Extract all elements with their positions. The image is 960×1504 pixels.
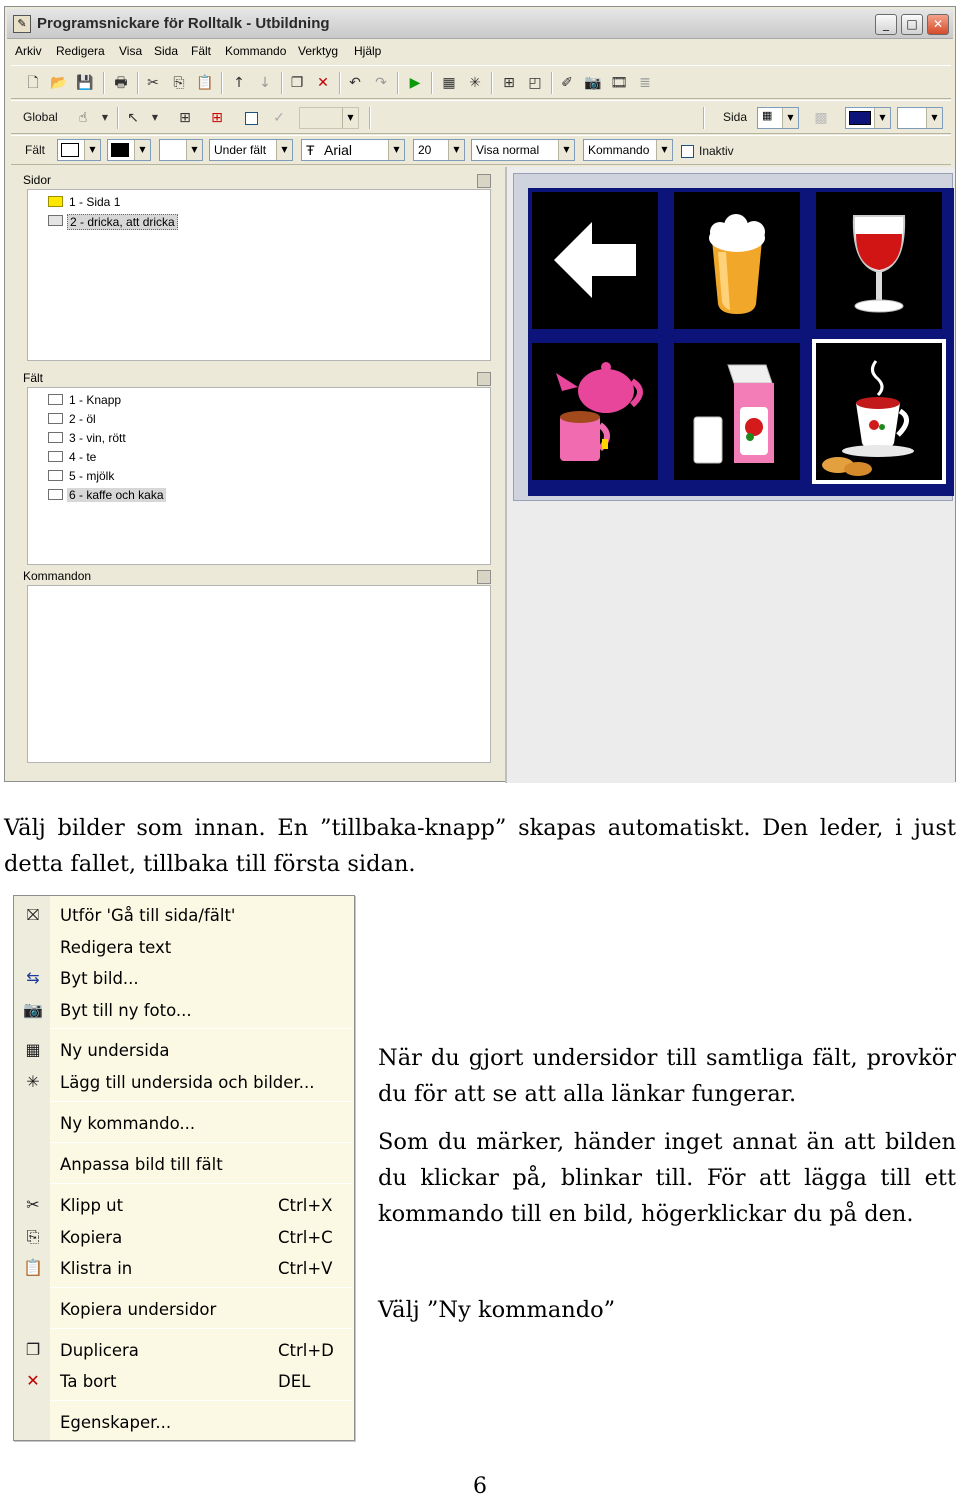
tree-item-label: 5 - mjölk: [69, 469, 115, 483]
teapot-and-mug-icon: [532, 343, 658, 480]
menu-item-delete[interactable]: [14, 1366, 354, 1396]
menu-item-new-subpage[interactable]: [14, 1035, 354, 1065]
menu-separator: [50, 1028, 352, 1029]
left-pane: [21, 167, 491, 767]
menu-item-add-subpage[interactable]: [14, 1067, 354, 1097]
chevron-down-icon: ▼: [874, 108, 890, 128]
font-size-combo[interactable]: [413, 139, 465, 161]
menu-item-label: Duplicera: [60, 1341, 139, 1360]
panel-resize-handle[interactable]: [477, 372, 491, 386]
print-icon[interactable]: 🖶: [114, 75, 128, 91]
chevron-down-icon: ▼: [558, 140, 574, 160]
paragraph-intro: Välj bilder som innan. En ”tillbaka-knapp” skapas automatiskt. Den leder, i just detta fallet, tillbaka till första sidan.: [4, 815, 956, 877]
chevron-down-icon: ▼: [134, 140, 150, 160]
tree-item-label: 2 - dricka, att dricka: [67, 214, 178, 230]
kommandon-panel-header: [21, 567, 491, 585]
menu-item-label: Ny kommando...: [60, 1114, 196, 1133]
menu-separator: [50, 1400, 352, 1401]
text-position-value: Under fält: [214, 143, 267, 157]
tree-item-label: 6 - kaffe och kaka: [69, 488, 164, 502]
standard-toolbar: [11, 65, 951, 99]
font-name-value: Arial: [324, 142, 353, 158]
display-mode-value: Visa normal: [476, 143, 540, 157]
milk-carton-icon: [674, 343, 800, 480]
new-field-icon[interactable]: ◰: [528, 75, 542, 91]
kommandon-list[interactable]: [27, 585, 491, 763]
grid-cell-mjolk[interactable]: [674, 343, 800, 480]
red-wine-glass-icon: [816, 192, 942, 329]
menu-item-label: Lägg till undersida och bilder...: [60, 1073, 315, 1092]
panel-resize-handle[interactable]: [477, 174, 491, 188]
menu-item-label: Klipp ut: [60, 1196, 124, 1215]
inactive-label: Inaktiv: [699, 144, 734, 158]
command-mode-value: Kommando: [588, 143, 650, 157]
app-icon: ✎: [13, 15, 31, 33]
chevron-down-icon: ▼: [342, 108, 358, 128]
page-color-swatch: [849, 111, 871, 125]
menu-item-copy-subpages[interactable]: [14, 1294, 354, 1324]
menu-item-edit-text[interactable]: [14, 932, 354, 962]
menu-item-label: Kopiera: [60, 1228, 123, 1247]
menu-item-swap-image[interactable]: [14, 963, 354, 993]
undo-icon[interactable]: ↶: [349, 75, 361, 91]
run-icon[interactable]: ▶: [409, 75, 421, 91]
menu-item-paste[interactable]: [14, 1253, 354, 1283]
menu-item-duplicate[interactable]: [14, 1335, 354, 1365]
tree-item-label: 3 - vin, rött: [69, 431, 126, 445]
copy-icon[interactable]: ⎘: [173, 75, 185, 91]
paste-icon: 📋: [23, 1258, 43, 1277]
kommandon-panel-title: Kommandon: [23, 569, 92, 583]
page-frame: [513, 173, 953, 501]
field-icon: [48, 489, 63, 500]
menu-item-label: Egenskaper...: [60, 1413, 172, 1432]
check-tool-icon[interactable]: ✓: [273, 110, 285, 126]
menu-redigera[interactable]: Redigera: [56, 44, 105, 58]
falt-label: Fält: [25, 143, 46, 157]
menu-hjalp[interactable]: Hjälp: [354, 44, 382, 58]
new-page-icon[interactable]: ⊞: [503, 75, 515, 91]
menu-separator: [50, 1101, 352, 1102]
page-icon: [48, 196, 63, 207]
swap-image-icon: ⇆: [26, 968, 40, 987]
chevron-down-icon: ▼: [782, 108, 798, 128]
sidor-tree[interactable]: [27, 189, 491, 361]
menu-item-shortcut: Ctrl+V: [278, 1259, 333, 1278]
page-layout-icon: ▦: [762, 110, 773, 122]
list-icon[interactable]: ≣: [639, 75, 651, 91]
new-file-icon[interactable]: 🗋: [27, 75, 39, 91]
menu-separator: [50, 1142, 352, 1143]
paragraph-test-run: När du gjort undersidor till samtliga fält, provkör du för att se att alla länkar fungerar.: [378, 1045, 956, 1107]
border-swatch: [61, 143, 79, 157]
save-icon[interactable]: 💾: [76, 75, 94, 91]
grid-cell-kaffe[interactable]: [812, 339, 946, 484]
grid-cell-ol[interactable]: [674, 192, 800, 329]
sidor-panel-title: Sidor: [23, 173, 52, 187]
move-down-icon[interactable]: ↓: [259, 75, 271, 91]
falt-panel-header: [21, 369, 491, 387]
display-mode-combo[interactable]: [471, 139, 575, 161]
menu-item-label: Byt till ny foto...: [60, 1001, 192, 1020]
redo-icon[interactable]: ↷: [375, 75, 387, 91]
sida-label: Sida: [723, 110, 748, 124]
menu-separator: [50, 1287, 352, 1288]
title-bar[interactable]: [7, 9, 953, 39]
grid-color-icon[interactable]: ⊞: [211, 110, 223, 126]
camera-icon: 📷: [23, 1000, 43, 1019]
field-icon: [48, 451, 63, 462]
sidor-panel-header: [21, 171, 491, 189]
maximize-button[interactable]: □: [901, 14, 923, 35]
move-up-icon[interactable]: ↑: [233, 75, 245, 91]
text-position-combo[interactable]: [209, 139, 293, 161]
layout-toolbar: [11, 100, 951, 134]
menu-item-goto[interactable]: [14, 900, 354, 930]
duplicate-icon[interactable]: ❐: [290, 75, 304, 91]
font-size-value: 20: [418, 143, 432, 157]
chevron-down-icon[interactable]: ▼: [151, 113, 159, 122]
menu-kommando[interactable]: Kommando: [225, 44, 287, 58]
menu-item-shortcut: Ctrl+D: [278, 1341, 334, 1360]
new-subpage-icon[interactable]: ▦: [442, 75, 456, 91]
menu-item-label: Utför 'Gå till sida/fält': [60, 906, 236, 925]
chevron-down-icon: ▼: [84, 140, 100, 160]
field-border-combo[interactable]: [57, 139, 101, 161]
add-subpage-icon[interactable]: ✳: [469, 75, 481, 91]
chevron-down-icon: ▼: [926, 108, 942, 128]
menu-item-shortcut: DEL: [278, 1372, 311, 1391]
coffee-cup-and-biscuits-icon: [816, 343, 942, 480]
field-toolbar: [11, 135, 951, 165]
symbol-grid: [528, 188, 954, 496]
tree-item-label: 2 - öl: [69, 412, 96, 426]
paragraph-choose-new-command: Välj ”Ny kommando”: [378, 1297, 616, 1323]
menu-item-cut[interactable]: [14, 1190, 354, 1220]
paragraph-add-command: Som du märker, händer inget annat än att bilden du klickar på, blinkar till. För att lägga till ett kommando till en bild, högerklickar du på den.: [378, 1129, 956, 1227]
tree-item-label: 4 - te: [69, 450, 97, 464]
command-mode-combo[interactable]: [583, 139, 673, 161]
chevron-down-icon[interactable]: ▼: [101, 113, 109, 122]
chevron-down-icon: ▼: [276, 140, 292, 160]
field-color-combo[interactable]: [107, 139, 151, 161]
page-style-combo[interactable]: [897, 107, 943, 129]
menu-item-label: Anpassa bild till fält: [60, 1155, 223, 1174]
scissors-icon: ✂: [26, 1195, 40, 1214]
pointer-tool-icon[interactable]: ↖: [127, 110, 139, 126]
delete-icon: ✕: [26, 1371, 40, 1390]
menu-bar: [7, 40, 953, 64]
field-icon: [48, 470, 63, 481]
menu-item-label: Ta bort: [60, 1372, 117, 1391]
menu-falt[interactable]: Fält: [191, 44, 212, 58]
open-folder-icon[interactable]: 📂: [50, 75, 68, 91]
falt-panel-title: Fält: [23, 371, 44, 385]
menu-item-new-command[interactable]: [14, 1108, 354, 1138]
minimize-button[interactable]: _: [875, 14, 897, 35]
font-name-combo[interactable]: [301, 139, 405, 161]
back-arrow-icon: [532, 192, 658, 329]
falt-tree[interactable]: [27, 387, 491, 565]
grid-cell-back[interactable]: [532, 192, 658, 329]
tree-item-label: 1 - Knapp: [69, 393, 122, 407]
tree-item-label: 1 - Sida 1: [69, 195, 121, 209]
window-title: Programsnickare för Rolltalk - Utbildning: [37, 15, 330, 32]
application-window: [4, 6, 956, 782]
page-layout-combo[interactable]: [757, 107, 799, 129]
context-menu: [13, 895, 355, 1441]
copy-icon: ⎘: [26, 1227, 40, 1246]
menu-item-new-photo[interactable]: [14, 995, 354, 1025]
chevron-down-icon: ▼: [388, 140, 404, 160]
menu-arkiv[interactable]: Arkiv: [15, 44, 42, 58]
page-icon: [48, 215, 63, 226]
edit-tool-icon[interactable]: ✐: [561, 75, 573, 91]
menu-item-label: Byt bild...: [60, 969, 139, 988]
page-number: 6: [473, 1474, 487, 1499]
menu-item-label: Kopiera undersidor: [60, 1300, 217, 1319]
menu-item-label: Ny undersida: [60, 1041, 170, 1060]
grid-layout-icon[interactable]: ⊞: [179, 110, 191, 126]
menu-sida[interactable]: Sida: [154, 44, 179, 58]
menu-verktyg[interactable]: Verktyg: [298, 44, 339, 58]
color-swatch: [111, 143, 129, 157]
inactive-checkbox[interactable]: [681, 145, 694, 158]
field-icon: [48, 394, 63, 405]
field-icon: [48, 432, 63, 443]
new-subpage-icon: ▦: [25, 1040, 41, 1059]
chevron-down-icon: ▼: [448, 140, 464, 160]
film-icon[interactable]: 🎞: [610, 75, 628, 91]
page-color-combo[interactable]: [845, 107, 891, 129]
close-button[interactable]: ✕: [927, 14, 949, 35]
menu-item-copy[interactable]: [14, 1222, 354, 1252]
beer-glass-icon: [674, 192, 800, 329]
menu-item-shortcut: Ctrl+C: [278, 1228, 333, 1247]
menu-separator: [50, 1328, 352, 1329]
menu-separator: [50, 1183, 352, 1184]
cut-icon[interactable]: ✂: [147, 75, 159, 91]
goto-page-icon: ⛝: [26, 905, 40, 924]
paste-icon[interactable]: 📋: [196, 75, 214, 91]
add-subpage-icon: ✳: [26, 1072, 40, 1091]
global-label: Global: [23, 110, 58, 124]
truetype-icon: Ŧ: [306, 142, 315, 158]
menu-item-shortcut: Ctrl+X: [278, 1196, 333, 1215]
field-icon: [48, 413, 63, 424]
camera-icon[interactable]: 📷: [584, 75, 602, 91]
grid-checkbox[interactable]: [245, 112, 258, 125]
grid-cell-vin[interactable]: [816, 192, 942, 329]
pattern-icon[interactable]: ▩: [814, 110, 828, 126]
page-canvas[interactable]: [505, 167, 955, 783]
hand-tool-icon[interactable]: ☝: [78, 110, 88, 126]
delete-icon[interactable]: ✕: [317, 75, 329, 91]
chevron-down-icon: ▼: [656, 140, 672, 160]
field-style-combo[interactable]: [159, 139, 203, 161]
menu-item-fit-image[interactable]: [14, 1149, 354, 1179]
duplicate-icon: ❐: [25, 1340, 41, 1359]
disabled-combo[interactable]: [299, 107, 359, 129]
panel-resize-handle[interactable]: [477, 570, 491, 584]
menu-item-label: Redigera text: [60, 938, 172, 957]
menu-item-label: Klistra in: [60, 1259, 133, 1278]
menu-visa[interactable]: Visa: [119, 44, 143, 58]
grid-cell-te[interactable]: [532, 343, 658, 480]
menu-item-properties[interactable]: [14, 1407, 354, 1437]
chevron-down-icon: ▼: [186, 140, 202, 160]
